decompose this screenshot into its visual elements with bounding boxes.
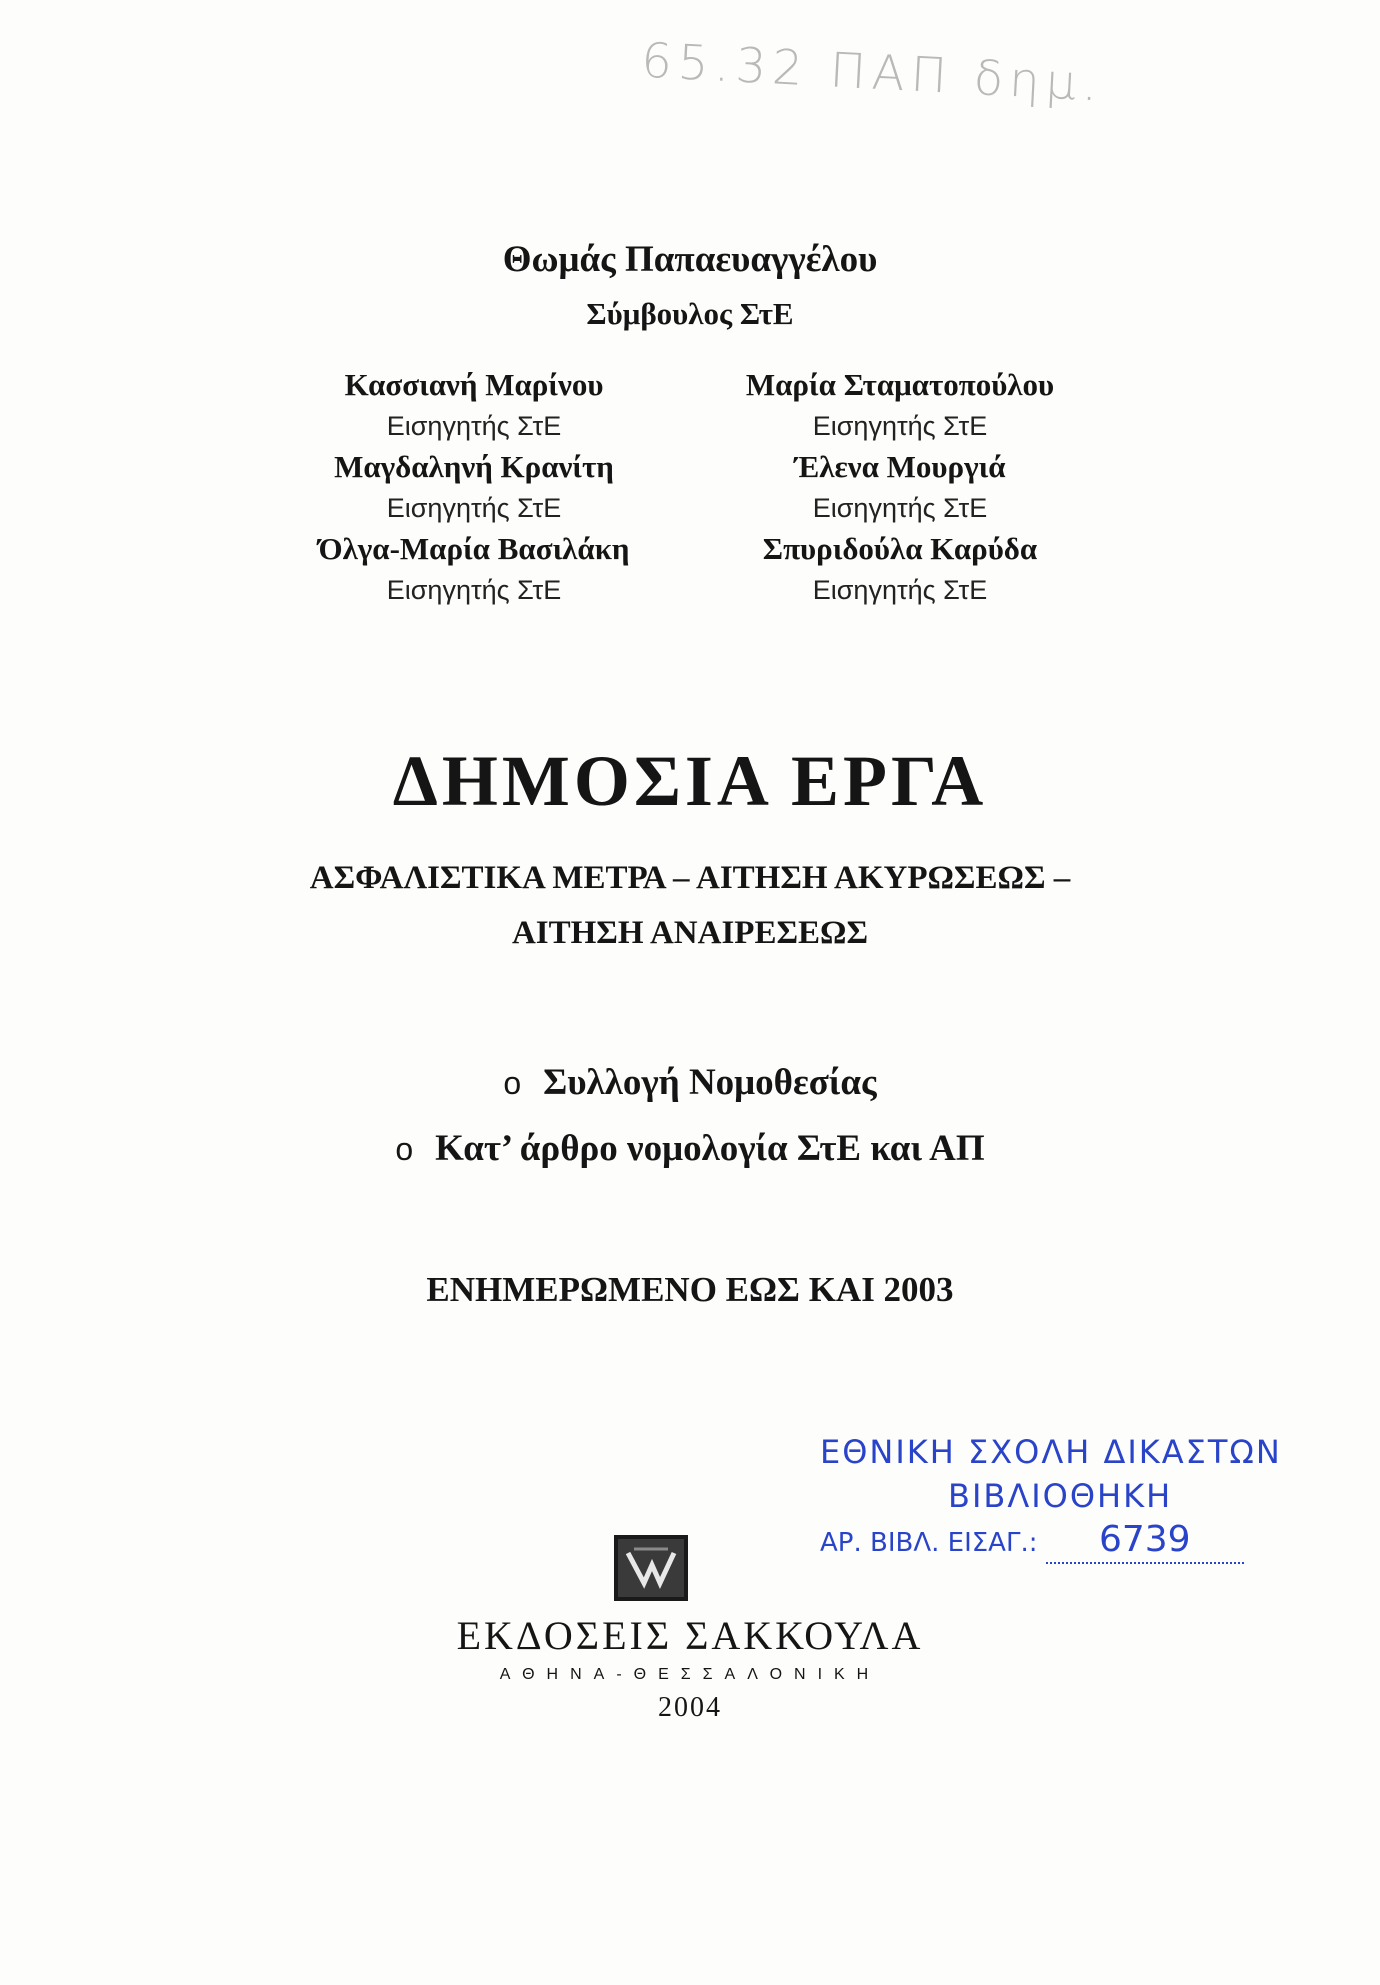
author-role: Εισηγητής ΣτΕ: [386, 493, 562, 523]
bullet-text: Κατ’ άρθρο νομολογία ΣτΕ και ΑΠ: [435, 1128, 985, 1169]
library-stamp: [820, 1430, 1320, 1565]
contents-bullet-list: [0, 1050, 1380, 1182]
author-role: Εισηγητής ΣτΕ: [812, 493, 988, 523]
publisher-logo-icon: [614, 1535, 688, 1601]
author-entry: [224, 446, 724, 528]
author-entry: [224, 364, 724, 446]
author-name: Όλγα-Μαρία Βασιλάκη: [318, 531, 630, 566]
author-role: Εισηγητής ΣτΕ: [386, 575, 562, 605]
author-name: Μαγδαληνή Κρανίτη: [334, 449, 614, 484]
publisher-cities: ΑΘΗΝΑ-ΘΕΣΣΑΛΟΝΙΚΗ: [499, 1666, 881, 1683]
author-role: Εισηγητής ΣτΕ: [812, 411, 988, 441]
stamp-accession-label: ΑΡ. ΒΙΒΛ. ΕΙΣΑΓ.:: [820, 1528, 1038, 1558]
publication-year: 2004: [658, 1692, 722, 1723]
stamp-school-name: ΕΘΝΙΚΗ ΣΧΟΛΗ ΔΙΚΑΣΤΩΝ: [820, 1433, 1282, 1471]
bullet-text: Συλλογή Νομοθεσίας: [543, 1062, 877, 1103]
lead-author-role: Σύμβουλος ΣτΕ: [586, 296, 794, 331]
author-entry: [650, 364, 1150, 446]
publisher-name: ΕΚΔΟΣΕΙΣ ΣΑΚΚΟΥΛΑ: [456, 1613, 924, 1658]
update-notice: ΕΝΗΜΕΡΩΜΕΝΟ ΕΩΣ ΚΑΙ 2003: [426, 1270, 954, 1309]
author-entry: [224, 528, 724, 610]
book-title: ΔΗΜΟΣΙΑ ΕΡΓΑ: [392, 741, 988, 821]
stamp-accession-number: 6739: [1046, 1518, 1244, 1564]
bullet-item: [0, 1050, 1380, 1116]
author-name: Κασσιανή Μαρίνου: [344, 367, 604, 402]
authors-left-column: [224, 364, 724, 610]
bullet-item: [0, 1116, 1380, 1182]
author-name: Έλενα Μουργιά: [794, 449, 1006, 484]
authors-right-column: [650, 364, 1150, 610]
lead-author-name: Θωμάς Παπαευαγγέλου: [502, 239, 878, 280]
bullet-marker-icon: o: [395, 1131, 414, 1167]
handwritten-shelfmark: 65.32 ΠΑΠ δημ.: [640, 32, 1105, 113]
author-role: Εισηγητής ΣτΕ: [386, 411, 562, 441]
author-name: Σπυριδούλα Καρύδα: [762, 531, 1038, 566]
author-name: Μαρία Σταματοπούλου: [745, 367, 1055, 402]
stamp-library: ΒΙΒΛΙΟΘΗΚΗ: [948, 1477, 1173, 1515]
author-entry: [650, 446, 1150, 528]
stamp-accession: [820, 1518, 1320, 1565]
bullet-marker-icon: o: [503, 1065, 522, 1101]
author-entry: [650, 528, 1150, 610]
subtitle-line-1: ΑΣΦΑΛΙΣΤΙΚΑ ΜΕΤΡΑ – ΑΙΤΗΣΗ ΑΚΥΡΩΣΕΩΣ –: [309, 860, 1071, 896]
author-role: Εισηγητής ΣτΕ: [812, 575, 988, 605]
subtitle-line-2: ΑΙΤΗΣΗ ΑΝΑΙΡΕΣΕΩΣ: [511, 915, 869, 951]
